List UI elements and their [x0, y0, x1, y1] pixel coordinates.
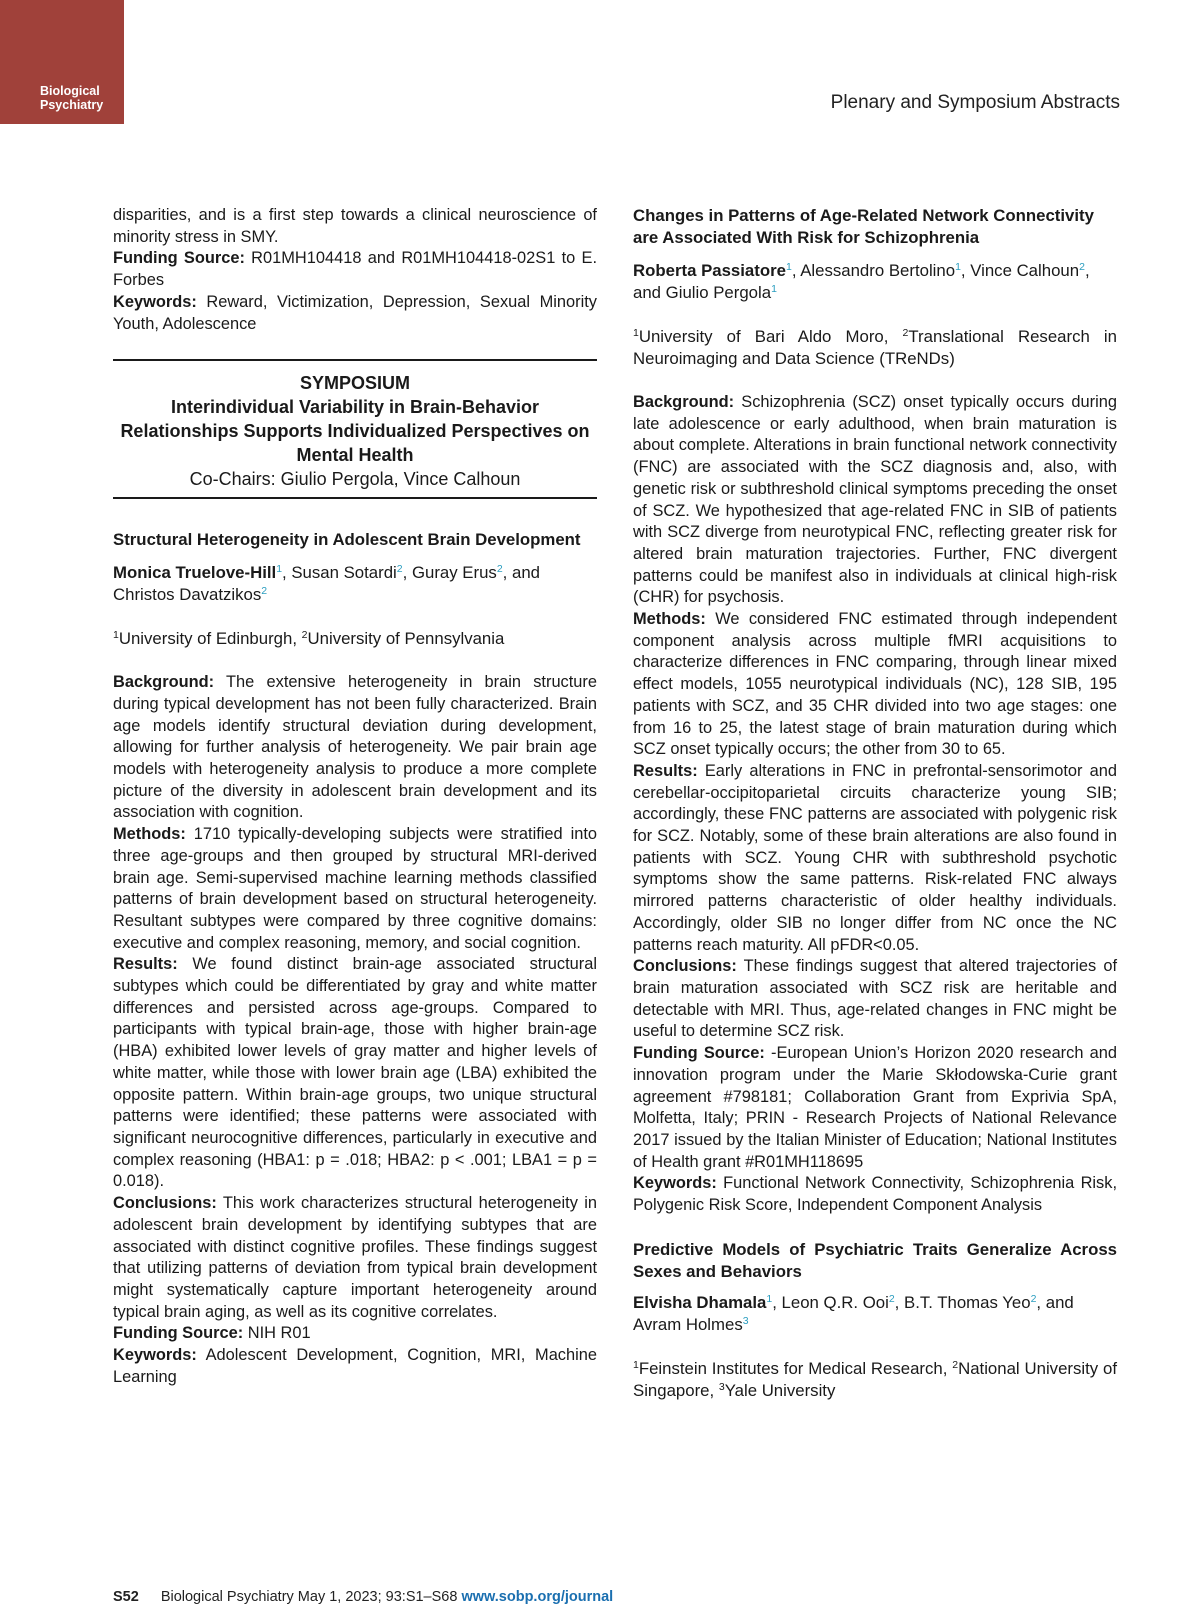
affiliations [633, 1358, 1117, 1402]
symposium-title: Interindividual Variability in Brain-Behavior Relationships Supports Individualized Perspectives on Mental Health [120, 397, 590, 466]
author-list [633, 260, 1117, 304]
keywords-text: Functional Network Connectivity, Schizophrenia Risk, Polygenic Risk Score, Independent Component Analysis [633, 1174, 1117, 1215]
background-text: Schizophrenia (SCZ) onset typically occurs during late adolescence or early adulthood, when brain maturation is about complete. Alterations in brain functional network connectivity (FNC) are associated with the SCZ diagnosis and, also, with genetic risk or subthreshold clinical symptoms preceding the onset of SCZ. We hypothesized that age-related FNC in SIB of patients with SCZ diverge from neurotypical FNC, reflecting greater risk for altered brain maturation trajectories. Further, FNC divergent patterns could be manifest also in individuals at clinical high-risk (CHR) for psychosis. [633, 393, 1117, 607]
results-label: Results: [113, 955, 178, 974]
background-paragraph [113, 672, 597, 824]
author-list [113, 562, 597, 606]
journal-logo-text [40, 84, 103, 112]
affil-sup: 1 [113, 629, 119, 642]
presenting-author: Monica Truelove-Hill [113, 563, 277, 583]
conclusions-label: Conclusions: [113, 1194, 217, 1213]
methods-text: 1710 typically-developing subjects were stratified into three age-groups and then grouped by structural MRI-derived brain age. Semi-supervised machine learning methods classified patterns of brain development based on structural heterogeneity. Resultant subtypes were compared by three cognitive domains: executive and complex reasoning, memory, and social cognition. [113, 825, 597, 952]
symposium-chairs: Co-Chairs: Giulio Pergola, Vince Calhoun [189, 469, 521, 490]
funding-text: R01MH104418 and R01MH104418-02S1 to E. Forbes [113, 249, 597, 290]
journal-logo-line1: Biological [40, 84, 100, 98]
conclusions-label: Conclusions: [633, 957, 737, 976]
journal-logo-tab [0, 0, 124, 124]
funding-label: Funding Source: [113, 1324, 244, 1343]
author-sup: 2 [1030, 1292, 1037, 1305]
author-sup: 1 [955, 261, 961, 273]
keywords-text: Adolescent Development, Cognition, MRI, Machine Learning [113, 1346, 597, 1386]
symposium-label: SYMPOSIUM [299, 373, 410, 394]
continued-text: disparities, and is a first step towards a clinical neuroscience of minority stress in SMY. [113, 206, 597, 246]
affil-sup: 2 [952, 1358, 959, 1371]
conclusions-text: These findings suggest that altered trajectories of brain maturation associated with SCZ risk are heritable and detectable with MRI. Thus, age-related changes in FNC might be useful to determine SCZ risk. [633, 957, 1117, 1041]
keywords-text: Reward, Victimization, Depression, Sexual Minority Youth, Adolescence [113, 292, 597, 333]
results-paragraph [633, 761, 1117, 956]
results-paragraph [113, 954, 597, 1193]
affil-name: University of Bari Aldo Moro, [638, 327, 903, 346]
author-name: , Alessandro Bertolino [791, 261, 956, 280]
presenting-author: Elvisha Dhamala [633, 1292, 767, 1312]
affil-name: National University of Singapore, [633, 1358, 1118, 1400]
abstract-title: Structural Heterogeneity in Adolescent Brain Development [113, 530, 581, 550]
left-column [113, 205, 597, 1388]
author-name: , Guray Erus [402, 563, 497, 583]
conclusions-paragraph [113, 1193, 597, 1323]
funding-paragraph [113, 1323, 597, 1345]
funding-label: Funding Source: [633, 1044, 765, 1063]
author-sup: 2 [888, 1292, 895, 1305]
funding-text: NIH R01 [243, 1324, 311, 1343]
results-text: We found distinct brain-age associated structural subtypes which could be differentiated by gray and white matter differences and persisted across age-groups. Compared to participants with typical brain-age, those with higher brain-age (HBA) exhibited lower levels of gray matter and higher levels of white matter, while those with lower brain age (LBA) exhibited the opposite pattern. Within brain-age groups, two unique structural patterns were identified; these patterns were associated with significant neurocognitive differences, particularly in executive and complex reasoning (HBA1: p = .018; HBA2: p < .001; LBA1 = p = 0.018). [113, 955, 597, 1191]
journal-logo-line2: Psychiatry [40, 98, 104, 112]
affil-sup: 3 [718, 1380, 725, 1393]
affiliations [113, 628, 597, 650]
background-text: The extensive heterogeneity in brain structure during typical development has not been fully characterized. Brain age models identify structural deviation during development, allowing for further analysis of heterogeneity. We pair brain age models with heterogeneity analysis to produce a more complete picture of the diversity in adolescent brain development and its association with cognition. [113, 673, 597, 822]
affil-name: Feinstein Institutes for Medical Research, [638, 1358, 953, 1378]
journal-url-link[interactable]: www.sobp.org/journal [461, 1589, 614, 1605]
author-sup: 2 [261, 585, 268, 598]
author-sup: 1 [276, 563, 283, 576]
conclusions-text: This work characterizes structural heterogeneity in adolescent brain development by identifying subtypes that are associated with distinct cognitive profiles. These findings suggest that utilizing patterns of deviation from typical brain development might systematically capture important heterogeneity around typical brain aging, as well as its cognitive correlates. [113, 1194, 597, 1321]
conclusions-paragraph [633, 956, 1117, 1043]
author-sup: 2 [396, 563, 403, 576]
author-sup: 2 [1079, 261, 1085, 273]
results-text: Early alterations in FNC in prefrontal-sensorimotor and cerebellar-occipitoparietal circuits characterize young SIB; accordingly, these FNC patterns are associated with polygenic risk for SCZ. Notably, some of these brain alterations are also found in patients with SCZ. Young CHR with subthreshold psychotic symptoms show the same patterns. Risk-related FNC always mirrored patterns characteristic of older healthy individuals. Accordingly, older SIB no longer differ from NC once the NC patterns reach maturity. All pFDR<0.05. [633, 761, 1117, 954]
methods-text: We considered FNC estimated through independent component analysis across multiple fMRI acquisitions to characterize differences in FNC comparing, through linear mixed effect models, 1055 neurotypical individuals (NC), 128 SIB, 195 patients with SCZ, and 35 CHR divided into two age stages: one from 16 to 25, the latest stage of brain maturation during which SCZ onset typically occurs; the other from 30 to 65. [633, 610, 1117, 759]
author-name: , Leon Q.R. Ooi [772, 1292, 889, 1312]
keywords-label: Keywords: [633, 1174, 717, 1193]
right-column [633, 205, 1117, 1402]
author-sup: 3 [742, 1314, 749, 1327]
affiliations [633, 326, 1117, 370]
author-name: , Vince Calhoun [960, 261, 1080, 280]
keywords-paragraph [113, 1345, 597, 1388]
affil-sup: 2 [902, 327, 909, 339]
affil-name: Yale University [724, 1380, 836, 1400]
methods-label: Methods: [113, 825, 186, 844]
keywords-paragraph [633, 1173, 1117, 1216]
abstract-title: Predictive Models of Psychiatric Traits Generalize Across Sexes and Behaviors [633, 1239, 1117, 1281]
affil-sup: 2 [301, 629, 308, 642]
funding-paragraph [633, 1043, 1117, 1173]
continued-keywords [113, 292, 597, 335]
methods-paragraph [633, 609, 1117, 761]
author-sup: 1 [771, 283, 777, 295]
results-label: Results: [633, 761, 698, 780]
background-label: Background: [113, 673, 215, 692]
author-name: , and Giulio Pergola [633, 261, 1090, 302]
author-sup: 1 [766, 1292, 773, 1305]
funding-text: -European Union’s Horizon 2020 research and innovation program under the Marie Skłodowska-Curie grant agreement #798181; Collaboration Grant from Exprivia SpA, Molfetta, Italy; PRIN - Research Projects of National Relevance 2017 issued by the Italian Minister of Education; National Institutes of Health grant #R01MH118695 [633, 1044, 1117, 1171]
affil-sup: 1 [633, 1358, 639, 1371]
author-name: , and Christos Davatzikos [113, 563, 540, 605]
symposium-block [113, 361, 597, 499]
affil-name: University of Edinburgh, [118, 629, 302, 649]
affil-name: University of Pennsylvania [307, 629, 505, 649]
methods-label: Methods: [633, 610, 706, 629]
page-number: S52 [113, 1589, 139, 1605]
author-list [633, 1292, 1117, 1336]
funding-label: Funding Source: [113, 249, 245, 268]
author-name: , B.T. Thomas Yeo [894, 1292, 1031, 1312]
page-footer [113, 1589, 613, 1605]
section-header: Plenary and Symposium Abstracts [830, 92, 1120, 113]
author-sup: 2 [496, 563, 503, 576]
author-name: , and Avram Holmes [633, 1292, 1074, 1334]
background-paragraph [633, 392, 1117, 609]
affil-sup: 1 [633, 327, 639, 339]
background-label: Background: [633, 393, 735, 411]
continued-funding [113, 248, 597, 291]
journal-citation: Biological Psychiatry May 1, 2023; 93:S1–S68 [160, 1589, 462, 1605]
presenting-author: Roberta Passiatore [633, 261, 786, 280]
keywords-label: Keywords: [113, 292, 197, 311]
author-sup: 1 [785, 261, 792, 273]
author-name: , Susan Sotardi [282, 563, 397, 583]
abstract-title: Changes in Patterns of Age-Related Network Connectivity are Associated With Risk for Schizophrenia [633, 206, 1094, 247]
methods-paragraph [113, 824, 597, 954]
affil-name: Translational Research in Neuroimaging and Data Science (TReNDs) [633, 327, 1117, 368]
keywords-label: Keywords: [113, 1346, 197, 1365]
